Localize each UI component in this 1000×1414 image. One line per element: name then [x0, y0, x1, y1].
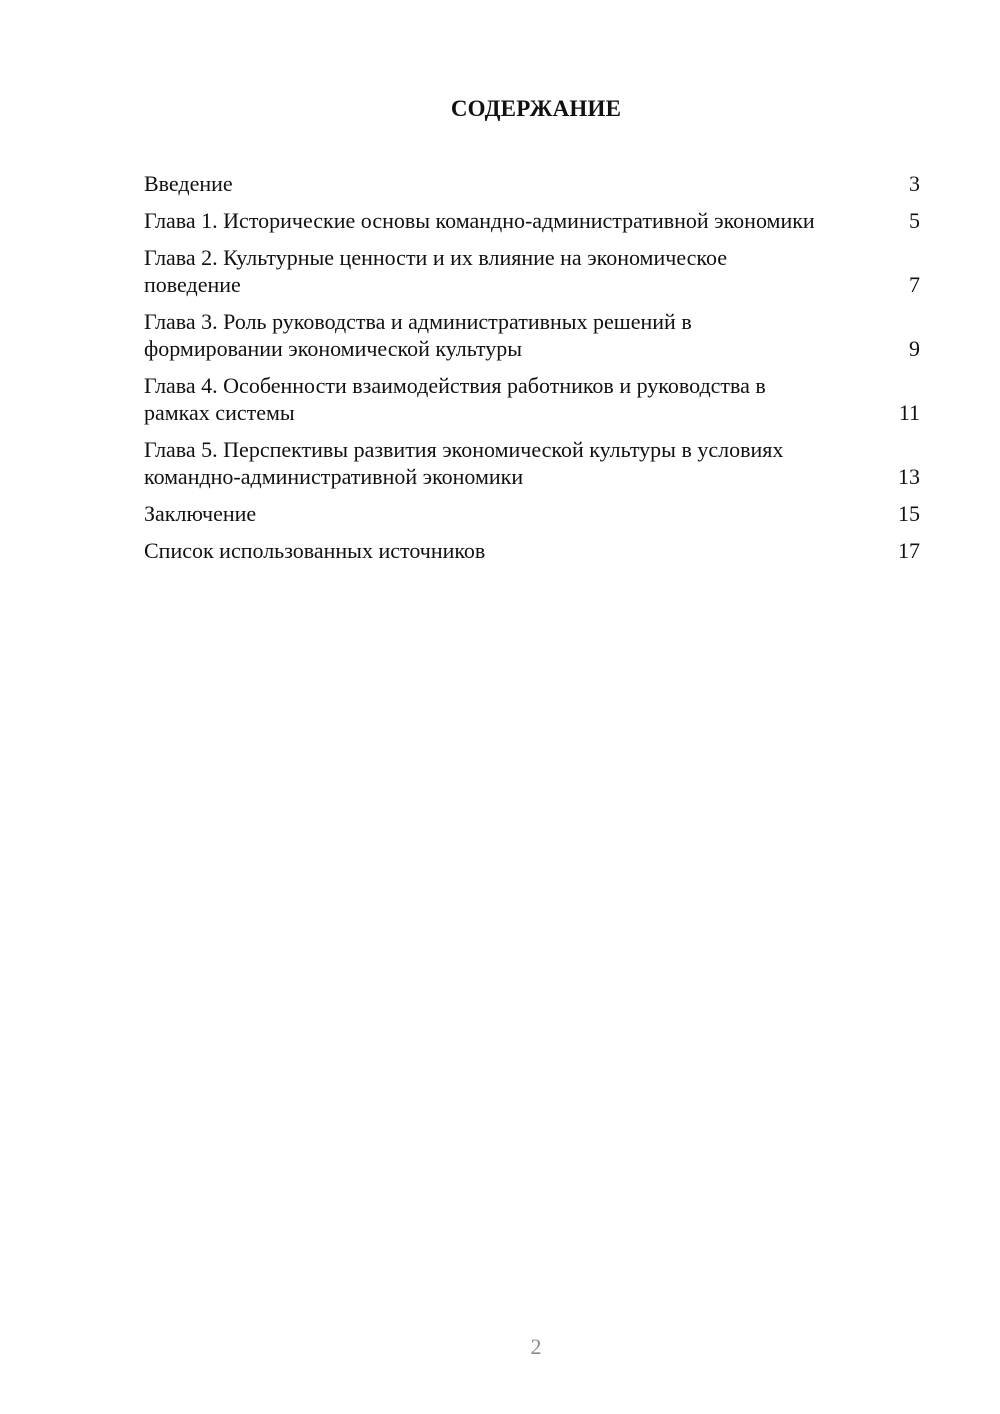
- toc-entry-page: 5: [909, 208, 920, 233]
- toc-entry-chapter-3: [144, 308, 920, 362]
- toc-entry-title: Глава 1. Исторические основы командно-административной экономики: [144, 208, 815, 233]
- table-of-contents: [144, 170, 920, 574]
- toc-entry-page: 17: [898, 538, 920, 563]
- toc-entry-title: Глава 4. Особенности взаимодействия работников и руководства в рамках системы: [144, 373, 766, 425]
- toc-entry-title: Заключение: [144, 501, 257, 526]
- toc-entry-title: Список использованных источников: [144, 538, 486, 563]
- toc-entry-references: [144, 537, 920, 564]
- toc-entry-chapter-1: [144, 207, 920, 234]
- toc-entry-conclusion: [144, 500, 920, 527]
- toc-entry-page: 11: [898, 400, 920, 425]
- page-title: СОДЕРЖАНИЕ: [450, 96, 622, 121]
- toc-entry-title: Глава 3. Роль руководства и административных решений в формировании экономической культуры: [144, 309, 692, 361]
- page-number: 2: [530, 1334, 542, 1359]
- toc-entry-page: 7: [909, 272, 920, 297]
- toc-entry-title: Введение: [144, 171, 233, 196]
- toc-entry-chapter-5: [144, 436, 920, 490]
- toc-entry-chapter-2: [144, 244, 920, 298]
- toc-entry-page: 3: [909, 171, 920, 196]
- toc-entry-title: Глава 5. Перспективы развития экономической культуры в условиях командно-административной экономики: [144, 437, 784, 489]
- toc-entry-page: 15: [898, 501, 920, 526]
- toc-entry-introduction: [144, 170, 920, 197]
- toc-entry-chapter-4: [144, 372, 920, 426]
- toc-entry-title: Глава 2. Культурные ценности и их влияние на экономическое поведение: [144, 245, 727, 297]
- toc-entry-page: 9: [909, 336, 920, 361]
- toc-entry-page: 13: [898, 464, 920, 489]
